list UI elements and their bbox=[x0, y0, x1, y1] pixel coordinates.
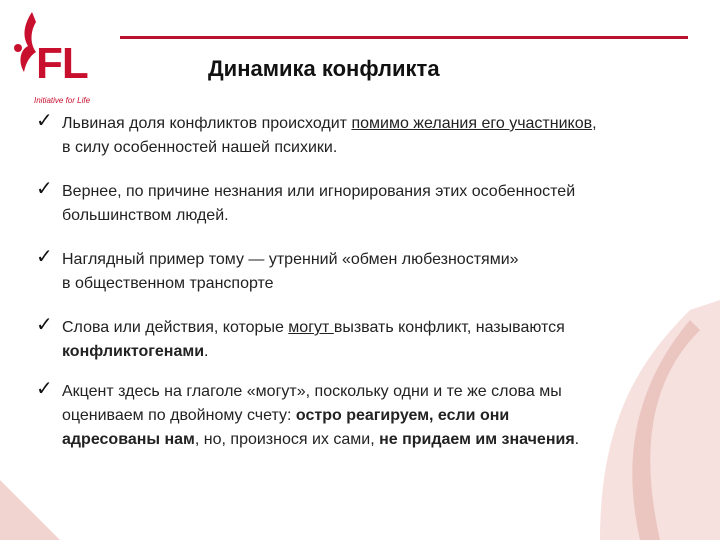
checkmark-icon: ✓ bbox=[36, 314, 53, 336]
logo bbox=[10, 10, 110, 110]
checkmark-icon: ✓ bbox=[36, 110, 53, 132]
logo-tagline: Initiative for Life bbox=[34, 96, 91, 105]
slide-title: Динамика конфликта bbox=[208, 56, 440, 81]
checkmark-icon: ✓ bbox=[36, 378, 53, 400]
checkmark-icon: ✓ bbox=[36, 246, 53, 268]
header-rule bbox=[120, 36, 688, 39]
logo-letters: FL bbox=[36, 39, 88, 88]
checkmark-icon: ✓ bbox=[36, 178, 53, 200]
